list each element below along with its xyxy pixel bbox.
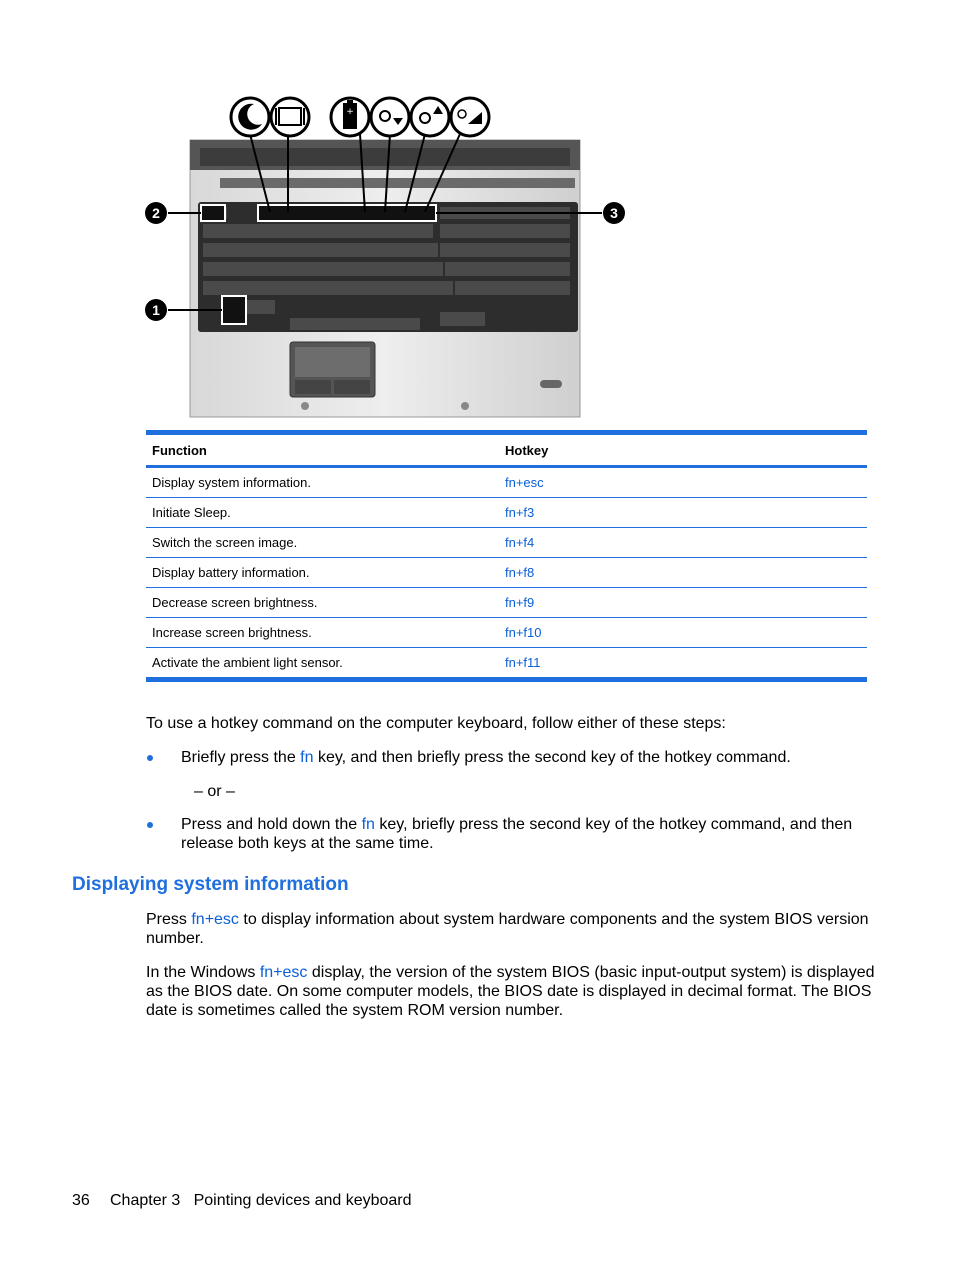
bullet-1-post: key, and then briefly press the second key of the hotkey command. (313, 749, 791, 766)
bullet-icon (147, 755, 153, 761)
brightness-down-icon (371, 98, 409, 136)
section-p1-line-2: number. (146, 930, 204, 947)
ambient-light-icon (451, 98, 489, 136)
function-cell: Display battery information. (146, 558, 499, 588)
table-row (146, 618, 867, 648)
fn-esc-link[interactable]: fn+esc (259, 964, 308, 981)
section-p2-line-1 (146, 963, 874, 982)
callout-2 (145, 202, 167, 224)
table-row (146, 558, 867, 588)
hotkey-link[interactable]: fn+f8 (499, 558, 867, 588)
sleep-icon (231, 98, 269, 136)
bullet-icon (147, 822, 153, 828)
function-cell: Initiate Sleep. (146, 498, 499, 528)
bullet-2-pre: Press and hold down the (181, 816, 362, 833)
intro-text: To use a hotkey command on the computer keyboard, follow either of these steps: (146, 715, 726, 732)
hotkey-table (146, 430, 867, 682)
function-cell: Switch the screen image. (146, 528, 499, 558)
svg-text:3: 3 (610, 205, 618, 221)
table-row (146, 588, 867, 618)
screen-switch-icon (271, 98, 309, 136)
page-number: 36 (72, 1192, 90, 1209)
bullet-2-line-1 (181, 815, 852, 834)
bullet-1-text (181, 748, 791, 767)
chapter-title: Chapter 3 Pointing devices and keyboard (110, 1192, 412, 1209)
keyboard-figure (140, 92, 640, 422)
function-cell: Decrease screen brightness. (146, 588, 499, 618)
bullet-2-line-2: release both keys at the same time. (181, 835, 434, 852)
hotkey-link[interactable]: fn+f3 (499, 498, 867, 528)
bullet-2-post: key, briefly press the second key of the hotkey command, and then (374, 816, 853, 833)
table-row (146, 467, 867, 498)
function-cell: Activate the ambient light sensor. (152, 655, 343, 670)
hotkey-link[interactable]: fn+f4 (499, 528, 867, 558)
fn-esc-link[interactable]: fn+esc (191, 911, 239, 928)
bullet-1-pre: Briefly press the (181, 749, 301, 766)
or-separator: – or – (194, 783, 235, 800)
battery-icon (331, 98, 369, 136)
p2-post: display, the version of the system BIOS (basic input-output system) is displayed (307, 964, 875, 981)
table-row (146, 648, 867, 680)
table-header-row (146, 433, 867, 467)
svg-text:1: 1 (152, 302, 160, 318)
section-p1-line-1 (146, 910, 869, 929)
keyboard-illustration (140, 92, 640, 422)
fn-key-link[interactable]: fn (361, 816, 375, 833)
svg-text:+: + (346, 107, 354, 117)
svg-text:2: 2 (152, 205, 160, 221)
hotkey-link[interactable]: fn+f11 (505, 655, 541, 670)
hotkey-link[interactable]: fn+esc (499, 467, 867, 498)
hotkey-link[interactable]: fn+f10 (499, 618, 867, 648)
function-cell: Increase screen brightness. (146, 618, 499, 648)
callout-1 (145, 299, 167, 321)
hotkey-link[interactable]: fn+f9 (499, 588, 867, 618)
fn-key-link[interactable]: fn (300, 749, 314, 766)
brightness-up-icon (411, 98, 449, 136)
table-row (146, 498, 867, 528)
p1-pre: Press (146, 911, 192, 928)
section-p2-line-3: date is sometimes called the system ROM version number. (146, 1002, 564, 1019)
function-cell: Display system information. (146, 467, 499, 498)
section-p2-line-2: as the BIOS date. On some computer models, the BIOS date is displayed in decimal format. The BIOS (146, 983, 872, 1000)
callout-3 (603, 202, 625, 224)
section-heading: Displaying system information (72, 874, 349, 895)
p2-pre: In the Windows (146, 964, 260, 981)
p1-post: to display information about system hardware components and the system BIOS version (238, 911, 869, 928)
table-row (146, 528, 867, 558)
column-header-function: Function (146, 433, 499, 467)
column-header-hotkey: Hotkey (499, 433, 867, 467)
